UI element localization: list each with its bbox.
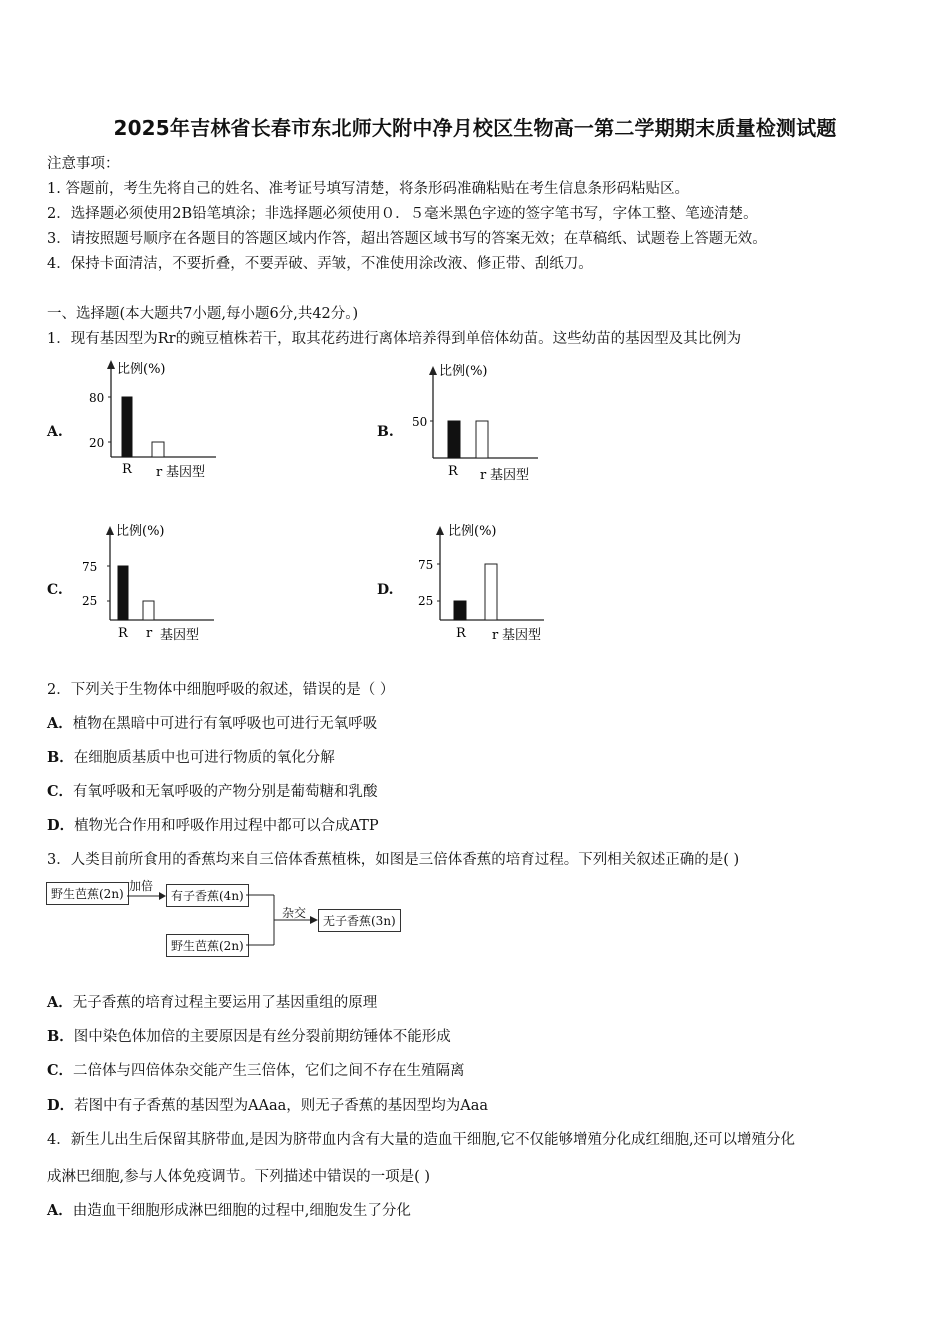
q3-option — [47, 1025, 451, 1046]
option-label: B． — [47, 1028, 74, 1045]
q3-option — [47, 1094, 488, 1115]
section-heading: 一、选择题(本大题共7小题,每小题6分,共42分。) — [47, 306, 359, 322]
question-4-stem: 4．新生儿出生后保留其脐带血,是因为脐带血内含有大量的造血干细胞,它不仅能够增殖分化成红细胞,还可以增殖分化 — [47, 1132, 796, 1148]
option-label: B． — [47, 749, 74, 766]
option-label: A． — [47, 1202, 73, 1219]
q2-option — [47, 814, 379, 835]
arrow-icon — [127, 890, 167, 902]
page-title: 2025年吉林省长春市东北师大附中净月校区生物高一第二学期期末质量检测试题 — [113, 116, 837, 140]
notice-item: 4．保持卡面清洁，不要折叠，不要弄破、弄皱，不准使用涂改液、修正带、刮纸刀。 — [47, 256, 593, 272]
category-label: R — [118, 626, 128, 641]
bar-r — [143, 601, 154, 620]
chart-a — [80, 355, 230, 485]
tick-label: 80 — [89, 391, 105, 405]
diagram-arrow-label: 杂交 — [282, 906, 307, 920]
diagram-arrow-label: 加倍 — [129, 879, 154, 893]
option-label: A． — [47, 715, 73, 732]
bar-r — [485, 564, 497, 620]
diagram-box-wild-banana-2: 野生芭蕉(2n) — [166, 934, 249, 957]
q2-option — [47, 746, 335, 767]
category-label: r — [492, 628, 499, 643]
option-text: 有氧呼吸和无氧呼吸的产物分别是葡萄糖和乳酸 — [73, 784, 378, 800]
bar-r — [152, 442, 164, 457]
category-label: R — [448, 464, 458, 479]
q1-option-label: D. — [377, 582, 394, 598]
category-label: R — [456, 626, 466, 641]
option-label: D． — [47, 1097, 75, 1114]
y-axis-label: 比例(%) — [117, 362, 166, 377]
notice-item: 1. 答题前，考生先将自己的姓名、准考证号填写清楚，将条形码准确粘贴在考生信息条形码粘贴区。 — [47, 181, 689, 197]
q2-option — [47, 712, 377, 733]
tick-label: 75 — [82, 560, 98, 574]
diagram-box-seedless-banana: 无子香蕉(3n) — [318, 909, 401, 932]
option-text: 由造血干细胞形成淋巴细胞的过程中,细胞发生了分化 — [72, 1203, 411, 1219]
chart-b — [408, 355, 558, 485]
tick-label: 25 — [82, 594, 98, 608]
q1-option-label: A. — [47, 424, 63, 440]
q1-option-label: B. — [377, 424, 394, 440]
bar-R — [118, 566, 128, 620]
tick-label: 20 — [89, 436, 105, 450]
option-text: 图中染色体加倍的主要原因是有丝分裂前期纺锤体不能形成 — [73, 1029, 451, 1045]
question-2-stem: 2．下列关于生物体中细胞呼吸的叙述，错误的是（ ） — [47, 682, 395, 698]
tick-label: 50 — [412, 415, 428, 429]
chart-d — [414, 515, 564, 645]
y-axis-label: 比例(%) — [116, 524, 165, 539]
category-label: R — [122, 462, 132, 477]
x-axis-label: 基因型 — [160, 628, 200, 643]
option-label: C． — [47, 1062, 74, 1079]
notice-item: 3．请按照题号顺序在各题目的答题区域内作答，超出答题区域书写的答案无效；在草稿纸、试题卷上答题无效。 — [47, 231, 767, 247]
q3-option — [47, 1059, 465, 1080]
merge-connector-icon — [246, 892, 322, 952]
notice-item: 2．选择题必须使用2B铅笔填涂；非选择题必须使用０．５毫米黑色字迹的签字笔书写，字体工整、笔迹清楚。 — [47, 206, 758, 222]
q3-option — [47, 991, 377, 1012]
q4-option — [47, 1199, 411, 1220]
category-label: r — [156, 465, 163, 480]
q1-option-label: C. — [47, 582, 63, 598]
bar-R — [122, 397, 132, 457]
option-text: 二倍体与四倍体杂交能产生三倍体，它们之间不存在生殖隔离 — [73, 1063, 465, 1079]
q2-option — [47, 780, 378, 801]
option-label: C． — [47, 783, 74, 800]
option-label: D． — [47, 817, 75, 834]
y-axis-label: 比例(%) — [448, 524, 497, 539]
option-text: 若图中有子香蕉的基因型为AAaa，则无子香蕉的基因型均为Aaa — [74, 1098, 489, 1114]
option-text: 植物在黑暗中可进行有氧呼吸也可进行无氧呼吸 — [72, 716, 378, 732]
option-text: 无子香蕉的培育过程主要运用了基因重组的原理 — [72, 995, 378, 1011]
x-axis-label: 基因型 — [502, 628, 542, 643]
bar-r — [476, 421, 488, 458]
question-3-stem: 3．人类目前所食用的香蕉均来自三倍体香蕉植株，如图是三倍体香蕉的培育过程。下列相关叙述正确的是( ) — [47, 852, 740, 868]
x-axis-label: 基因型 — [166, 465, 206, 480]
y-axis-label: 比例(%) — [439, 364, 488, 379]
notice-header: 注意事项： — [47, 156, 120, 172]
diagram-box-seeded-banana: 有子香蕉(4n) — [166, 884, 249, 907]
tick-label: 25 — [418, 594, 434, 608]
question-1-stem: 1．现有基因型为Rr的豌豆植株若干，取其花药进行离体培养得到单倍体幼苗。这些幼苗的基因型及其比例为 — [47, 331, 742, 347]
bar-R — [454, 601, 466, 620]
category-label: r — [480, 468, 487, 483]
chart-c — [78, 515, 228, 645]
option-text: 在细胞质基质中也可进行物质的氧化分解 — [73, 750, 335, 766]
option-label: A． — [47, 994, 73, 1011]
category-label: r — [146, 626, 153, 641]
tick-label: 75 — [418, 558, 434, 572]
x-axis-label: 基因型 — [490, 468, 530, 483]
option-text: 植物光合作用和呼吸作用过程中都可以合成ATP — [74, 818, 379, 834]
diagram-box-wild-banana: 野生芭蕉(2n) — [46, 882, 129, 905]
question-4-stem-cont: 成淋巴细胞,参与人体免疫调节。下列描述中错误的一项是( ) — [47, 1169, 431, 1185]
bar-R — [448, 421, 460, 458]
